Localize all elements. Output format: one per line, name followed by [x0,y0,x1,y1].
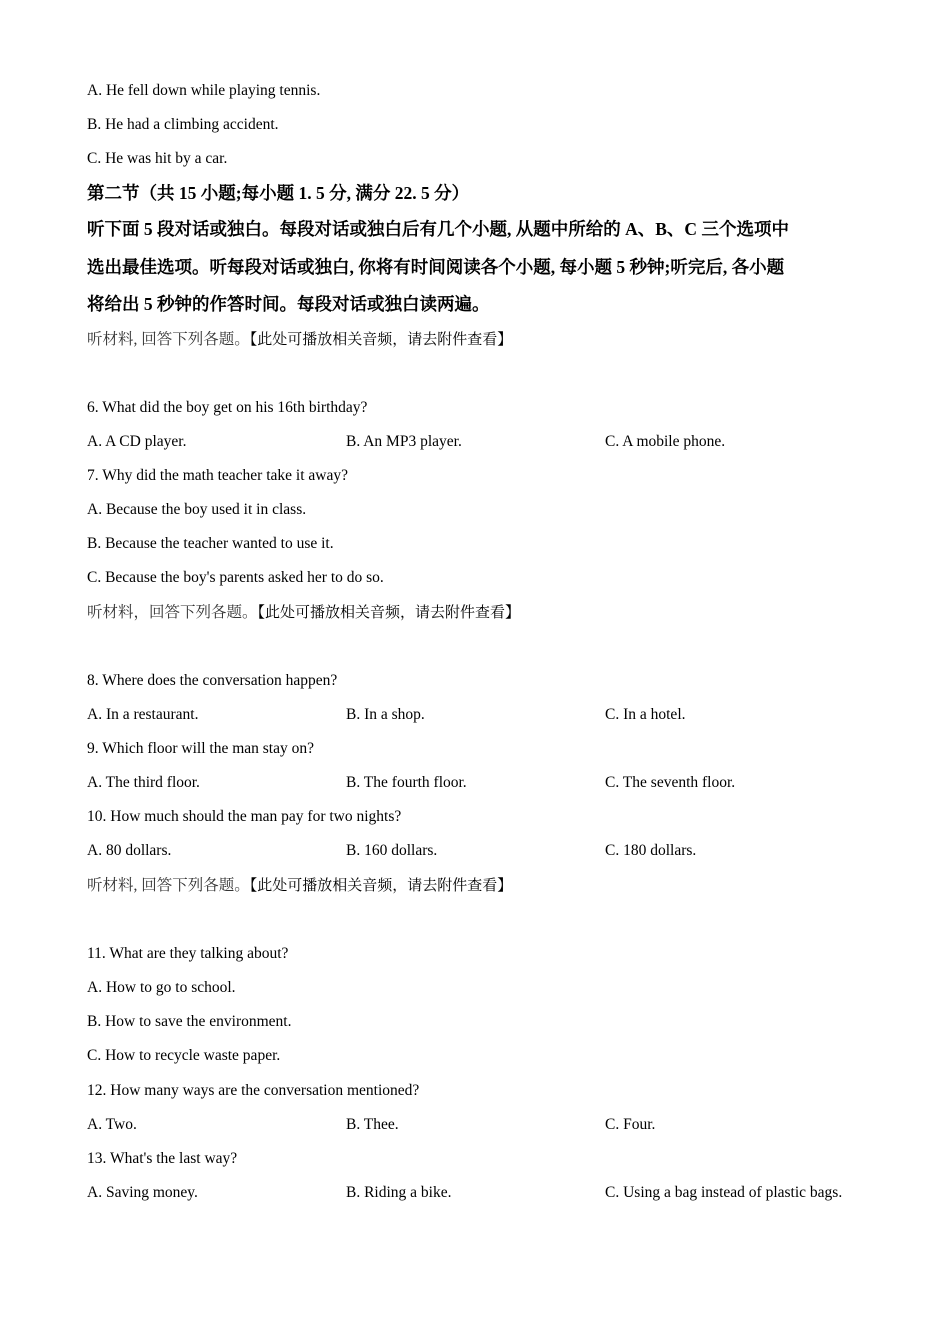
option-b: B. He had a climbing accident. [87,116,279,133]
option-c: C. Because the boy's parents asked her to do so. [87,569,384,586]
option-a: A. How to go to school. [87,979,236,996]
question-12: 12. How many ways are the conversation mentioned? [87,1082,420,1099]
section-instructions-line: 听下面 5 段对话或独白。每段对话或独白后有几个小题, 从题中所给的 A、B、C 三个选项中 [87,219,789,239]
question-10: 10. How much should the man pay for two nights? [87,808,402,825]
option-b: B. Because the teacher wanted to use it. [87,535,334,552]
option-c: C. The seventh floor. [605,774,736,791]
option-b: B. Thee. [346,1116,399,1133]
option-a: A. The third floor. [87,774,200,791]
question-7: 7. Why did the math teacher take it away? [87,467,348,484]
option-a: A. Saving money. [87,1184,198,1201]
option-a: A. A CD player. [87,433,187,450]
option-a: A. In a restaurant. [87,706,199,723]
option-b: B. How to save the environment. [87,1013,292,1030]
audio-note-prefix: 听材料，回答下列各题。 [87,604,258,621]
option-c: C. Four. [605,1116,656,1133]
option-a: A. He fell down while playing tennis. [87,82,321,99]
section-instructions-line: 选出最佳选项。听每段对话或独白, 你将有时间阅读各个小题, 每小题 5 秒钟;听完后, 各小题 [87,257,785,277]
option-a: A. Two. [87,1116,137,1133]
question-6: 6. What did the boy get on his 16th birthday? [87,399,368,416]
option-b: B. An MP3 player. [346,433,462,450]
option-b: B. The fourth floor. [346,774,467,791]
question-10-options [87,841,927,861]
section-instructions-line: 将给出 5 秒钟的作答时间。每段对话或独白读两遍。 [87,294,490,314]
audio-note-bracket: 【此处可播放相关音频，请去附件查看】 [257,603,521,621]
option-c: C. A mobile phone. [605,433,726,450]
question-9: 9. Which floor will the man stay on? [87,740,314,757]
question-6-options [87,432,927,452]
option-c: C. 180 dollars. [605,842,697,859]
option-b: B. 160 dollars. [346,842,438,859]
option-c: C. He was hit by a car. [87,150,228,167]
option-b: B. Riding a bike. [346,1184,452,1201]
question-8: 8. Where does the conversation happen? [87,672,338,689]
audio-note-bracket: 【此处可播放相关音频，请去附件查看】 [249,330,513,348]
option-a: A. 80 dollars. [87,842,172,859]
audio-note-bracket: 【此处可播放相关音频，请去附件查看】 [249,876,513,894]
question-8-options [87,705,927,725]
option-a: A. Because the boy used it in class. [87,501,307,518]
question-9-options [87,773,927,793]
audio-note-prefix: 听材料, 回答下列各题。 [87,331,250,348]
audio-note-prefix: 听材料, 回答下列各题。 [87,877,250,894]
question-11: 11. What are they talking about? [87,945,289,962]
option-c: C. Using a bag instead of plastic bags. [605,1184,843,1201]
question-12-options [87,1115,927,1135]
option-c: C. In a hotel. [605,706,686,723]
option-c: C. How to recycle waste paper. [87,1047,281,1064]
section-title: 第二节（共 15 小题;每小题 1. 5 分, 满分 22. 5 分） [87,183,470,203]
audio-note [87,602,520,623]
audio-note [87,875,512,896]
option-b: B. In a shop. [346,706,425,723]
question-13-options [87,1183,927,1203]
audio-note [87,329,512,350]
question-13: 13. What's the last way? [87,1150,238,1167]
